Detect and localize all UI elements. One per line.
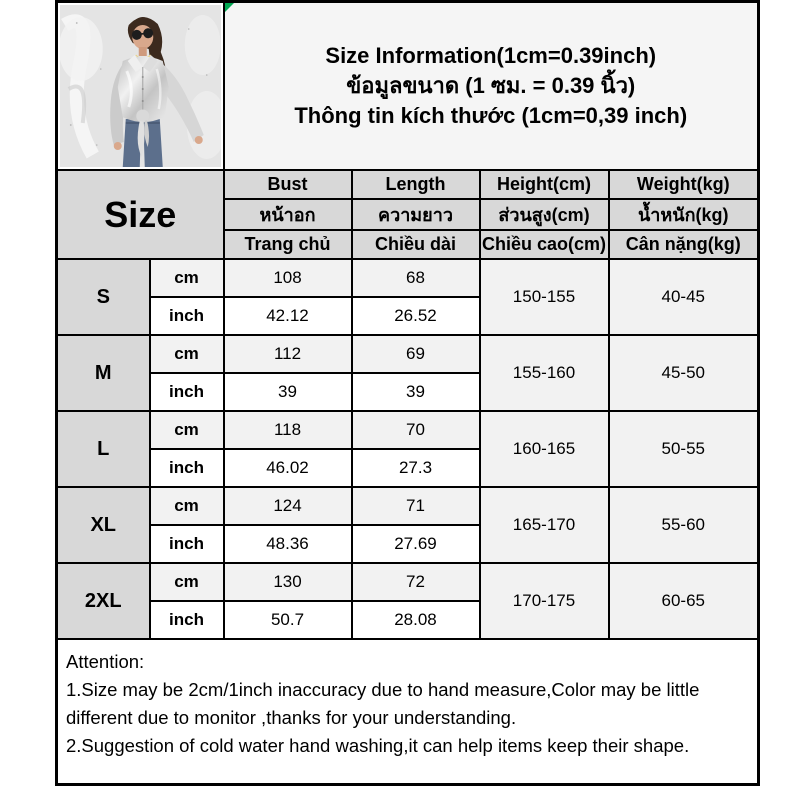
l-length-cm: 70 bbox=[352, 411, 480, 449]
title-th: ข้อมูลขนาด (1 ซม. = 0.39 นิ้ว) bbox=[346, 73, 636, 98]
xl-length-inch: 27.69 bbox=[352, 525, 480, 563]
unit-cm: cm bbox=[150, 259, 224, 297]
unit-cm: cm bbox=[150, 335, 224, 373]
m-bust-cm: 112 bbox=[224, 335, 352, 373]
col-header-length-th: ความยาว bbox=[352, 199, 480, 230]
s-height-range: 150-155 bbox=[480, 259, 609, 335]
unit-inch: inch bbox=[150, 601, 224, 639]
unit-inch: inch bbox=[150, 525, 224, 563]
attention-heading: Attention: bbox=[66, 651, 145, 672]
l-bust-cm: 118 bbox=[224, 411, 352, 449]
m-length-cm: 69 bbox=[352, 335, 480, 373]
m-length-inch: 39 bbox=[352, 373, 480, 411]
2xl-length-cm: 72 bbox=[352, 563, 480, 601]
unit-inch: inch bbox=[150, 373, 224, 411]
l-height-range: 160-165 bbox=[480, 411, 609, 487]
unit-cm: cm bbox=[150, 487, 224, 525]
s-length-cm: 68 bbox=[352, 259, 480, 297]
col-header-height-vi: Chiều cao(cm) bbox=[480, 230, 609, 259]
col-header-height-th: ส่วนสูง(cm) bbox=[480, 199, 609, 230]
unit-cm: cm bbox=[150, 563, 224, 601]
l-weight-range: 50-55 bbox=[609, 411, 759, 487]
size-label-2xl: 2XL bbox=[57, 563, 150, 639]
2xl-weight-range: 60-65 bbox=[609, 563, 759, 639]
col-header-weight-vi: Cân nặng(kg) bbox=[609, 230, 759, 259]
col-header-bust-th: หน้าอก bbox=[224, 199, 352, 230]
l-length-inch: 27.3 bbox=[352, 449, 480, 487]
model-photo-illustration bbox=[60, 5, 221, 167]
s-bust-cm: 108 bbox=[224, 259, 352, 297]
l-bust-inch: 46.02 bbox=[224, 449, 352, 487]
xl-weight-range: 55-60 bbox=[609, 487, 759, 563]
col-header-length-en: Length bbox=[352, 170, 480, 199]
unit-cm: cm bbox=[150, 411, 224, 449]
xl-length-cm: 71 bbox=[352, 487, 480, 525]
col-header-weight-th: น้ำหนัก(kg) bbox=[609, 199, 759, 230]
m-bust-inch: 39 bbox=[224, 373, 352, 411]
size-label-l: L bbox=[57, 411, 150, 487]
green-corner-triangle-icon bbox=[225, 3, 234, 12]
attention-line-1: 1.Size may be 2cm/1inch inaccuracy due to hand measure,Color may be little different due to monitor ,thanks for your understanding. bbox=[66, 679, 700, 728]
size-label-xl: XL bbox=[57, 487, 150, 563]
col-header-height-en: Height(cm) bbox=[480, 170, 609, 199]
m-weight-range: 45-50 bbox=[609, 335, 759, 411]
title-vi: Thông tin kích thước (1cm=0,39 inch) bbox=[294, 103, 688, 128]
unit-inch: inch bbox=[150, 297, 224, 335]
s-bust-inch: 42.12 bbox=[224, 297, 352, 335]
s-length-inch: 26.52 bbox=[352, 297, 480, 335]
size-label-m: M bbox=[57, 335, 150, 411]
size-label-s: S bbox=[57, 259, 150, 335]
col-header-weight-en: Weight(kg) bbox=[609, 170, 759, 199]
2xl-length-inch: 28.08 bbox=[352, 601, 480, 639]
blouse-knot bbox=[136, 110, 149, 123]
xl-bust-inch: 48.36 bbox=[224, 525, 352, 563]
m-height-range: 155-160 bbox=[480, 335, 609, 411]
model-photo bbox=[57, 2, 224, 171]
size-table bbox=[55, 0, 760, 786]
2xl-height-range: 170-175 bbox=[480, 563, 609, 639]
2xl-bust-cm: 130 bbox=[224, 563, 352, 601]
s-weight-range: 40-45 bbox=[609, 259, 759, 335]
2xl-bust-inch: 50.7 bbox=[224, 601, 352, 639]
col-header-bust-vi: Trang chủ bbox=[224, 230, 352, 259]
unit-inch: inch bbox=[150, 449, 224, 487]
xl-bust-cm: 124 bbox=[224, 487, 352, 525]
size-column-header: Size bbox=[57, 170, 224, 259]
xl-height-range: 165-170 bbox=[480, 487, 609, 563]
attention-note bbox=[57, 639, 759, 784]
title-en: Size Information(1cm=0.39inch) bbox=[325, 43, 657, 68]
col-header-bust-en: Bust bbox=[224, 170, 352, 199]
col-header-length-vi: Chiều dài bbox=[352, 230, 480, 259]
attention-line-2: 2.Suggestion of cold water hand washing,it can help items keep their shape. bbox=[66, 735, 690, 756]
title-cell bbox=[224, 2, 759, 171]
